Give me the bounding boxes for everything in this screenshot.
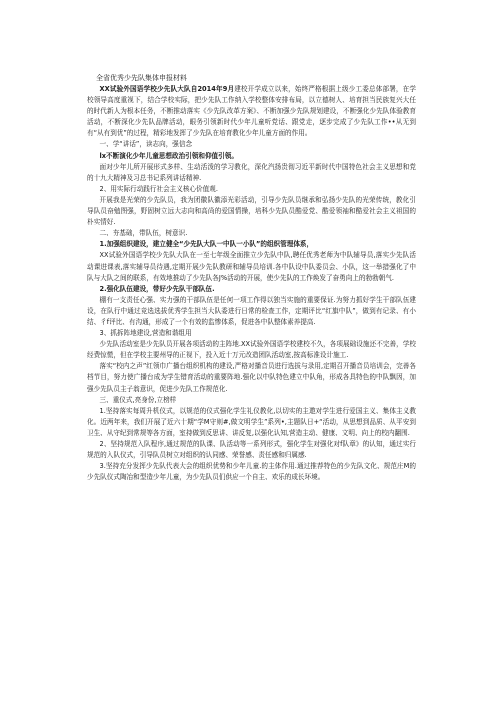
subsection-2-3: 3、抓拆阵地建设,营造和谐组用 <box>99 329 192 338</box>
intro-year: 2014年9月 <box>197 85 235 93</box>
subsection-1-2: 2、用实际行动践行社会主义核心价值观. <box>99 184 218 193</box>
paragraph-broadcast: 落实“校内之声”红领巾广播台组织机构的建设,严格对播音员进行选拔与录用,定期召开播音员培训会，完善各档节目，努力使广播台成为学生错育活动的重要阵地.强化以中队特色建立中队角，形成各具特色的中队飘因，加强少先队员主子翁意识，促进少先队工作规范化. <box>87 362 416 393</box>
paragraph-cadre: 棚有一支责任心强、实力强的干部队伍是任何一项工作得以独当实施的重要保证.为努力抓好学生干部队伍建设，在队行中通过竞选选拔优秀学生担当大队委进行日常的检查工作，定期评比“红旗中队”，做到有记录、有小结、彳f评比、有沟通，形成了一个有效的监惨体系，促进各中队整体素养提高. <box>87 295 416 326</box>
paragraph-study: 面对少年儿所开展形式多样、生动活泼的学习教化，深化汽扬贵彻习近平新时代中国特色社会主义思想和党的十九大精神及习总书记系列讲话精神. <box>87 162 416 182</box>
paragraph-values: 开展我是光荣的少先队员，我为团徽队徽添光彩活动，引导少先队员继承和弘扬少先队的光荣传统，教化引导队员奋勉图强，野固树立远大志向和高尚的爱国情操，培科少先队员酷爱党、酷爱领袖和酷爱社会主义祖国的朴实情好. <box>87 195 416 227</box>
document-title: 全省优秀少先队集体申报材料 <box>96 74 187 82</box>
paragraph-congress: 3.坚持充分发挥少先队代表大会的组织优势和少年儿童.的主体作用.通过推荐特色的少先队文化、规范庄M的少先队仪式陶冶和型造少年儿童，为少先队员们供应一个自主、欢乐的成长环境。 <box>87 462 416 482</box>
subsection-2-1: 1.加强组织建设，建立健全“少先队大队一中队一小队”的组织管理体系， <box>99 240 314 249</box>
section-heading-3: 三、重仪式,亮身份,立榜样 <box>99 395 177 404</box>
subsection-1-1: lx不断演化少年儿童思想政治引领和仰值引领。 <box>99 151 238 160</box>
intro-body: 建校开学成立以来，始终严格根据上级少工委总体部署，在学校领导高度重视下，结合学校实际，把少先队工作纳入学校整体安排布局，以立德树人、培育担当民族复兴大任的时代新人为根本任务，不断推动落实《少先队改革方案》、不断加强少先队规划建设，不断强化少先队体验教育活动，不断深化少先队品牌活动，眼务引领新时代少年儿童听党话、跟党走，逐步完成了少先队工作••从无到有“从有到优”的过程，精彩地发挥了少先队在培育教化少年儿童方面的作用。 <box>87 85 417 138</box>
paragraph-organization: XX试验外国语学校少先队大队在一至七年级全面推立少先队中队,聘任优秀老师为中队辅导员,落实少先队活动课进课表,落实辅导员待遇,定期开展少先队教研和辅导员培训.各中队设中队委员会、小队，这一举措强化了中队与大队之间的联系，有效地推动了少先队各J%活动的开展，使少先队的工作焕发了奋勇向上的勃勃朝气. <box>87 251 416 282</box>
paragraph-activity-room: 少先队活动室是少先队员开展各项活动的主阵地.XX试验外国语学校建校不久，各项展础设施还不完善，学校经费惊慌，但在学校主要州导的正视下，投入近十万元改造团队活动室,按高标准设计施工. <box>87 340 416 360</box>
intro-lead: XX试验外国语学校少先队大队自 <box>99 85 198 93</box>
intro-paragraph <box>87 84 416 139</box>
subsection-2-2: 2.强化队伍建设，带好少先队干部队伍. <box>99 284 215 293</box>
section-heading-2: 二、夯基础，带队伍，树意识. <box>99 229 188 238</box>
paragraph-induction: 2、坚持规范入队程序,通过规范的队课、队活动等一系列形式，强化学生对强化对f队章》的认知，通过实行规范的入队仪式，引导队员树立对组织的认同感、荣誉感、责任感和归属感. <box>87 440 416 460</box>
section-heading-1: 一、学“讲话”，读志向，强信念 <box>99 140 193 149</box>
paragraph-flag-ceremony: 1.坚持落实每周升机仪式，以规范的仪式强化学生礼仪教化,以切实的主遨对学生进行爱国主义、集体主义教化。近两年来，我们开展了近六十期“学M守则#,做文明学生”系列•,主题队日+“活动，从思想到品质、从平安到卫生、从守纪到常规等各方面，室持做到反思讲、讲反复,以强化认知,营造主动、健康、文明、向上的校内翻围. <box>87 406 416 437</box>
